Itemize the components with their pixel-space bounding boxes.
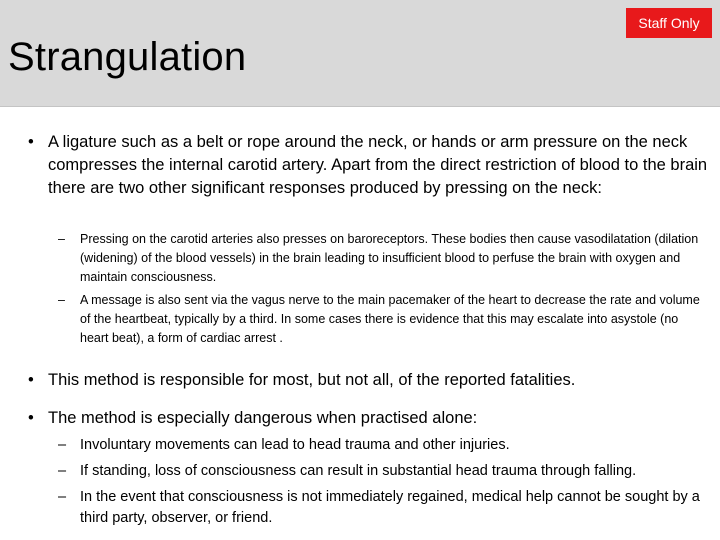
slide-title: Strangulation (8, 35, 247, 79)
dash-marker: – (58, 293, 65, 307)
sub-bullet-text: A message is also sent via the vagus nerve to the main pacemaker of the heart to decrease the rate and volume of the heartbeat, typically by a third. In some cases there is evidence that this may escalate into asystole (no heart beat), a form of cardiac arrest . (80, 293, 700, 345)
bullet-marker: • (28, 133, 34, 151)
dash-marker: – (58, 437, 67, 453)
sub-bullet-text: Pressing on the carotid arteries also presses on baroreceptors. These bodies then cause vasodilatation (dilation (widening) of the blood vessels) in the brain leading to insufficient blood to perfuse the brain with oxygen and maintain consciousness. (80, 232, 699, 284)
bullet-item (28, 407, 716, 430)
bullet-item (28, 369, 716, 392)
sub-bullet-item (58, 435, 718, 456)
sub-bullet-item (58, 230, 710, 287)
bullet-text: This method is responsible for most, but not all, of the reported fatalities. (48, 371, 576, 389)
staff-only-badge: Staff Only (626, 8, 712, 38)
sub-bullet-text: Involuntary movements can lead to head trauma and other injuries. (80, 437, 510, 453)
dash-marker: – (58, 489, 67, 505)
sub-bullet-item (58, 291, 710, 348)
sub-bullet-text: If standing, loss of consciousness can result in substantial head trauma through falling. (80, 463, 637, 479)
dash-marker: – (58, 232, 65, 246)
sub-bullet-item (58, 487, 705, 529)
bullet-item (28, 131, 716, 200)
bullet-text: The method is especially dangerous when practised alone: (48, 409, 478, 427)
bullet-text: A ligature such as a belt or rope around the neck, or hands or arm pressure on the neck compresses the internal carotid artery. Apart from the direct restriction of blood to the brain there are two other significant responses produced by pressing on the neck: (48, 133, 708, 197)
sub-bullet-text: In the event that consciousness is not immediately regained, medical help cannot be sought by a third party, observer, or friend. (80, 489, 700, 526)
dash-marker: – (58, 463, 67, 479)
bullet-marker: • (28, 409, 34, 427)
sub-bullet-item (58, 461, 718, 482)
bullet-marker: • (28, 371, 34, 389)
